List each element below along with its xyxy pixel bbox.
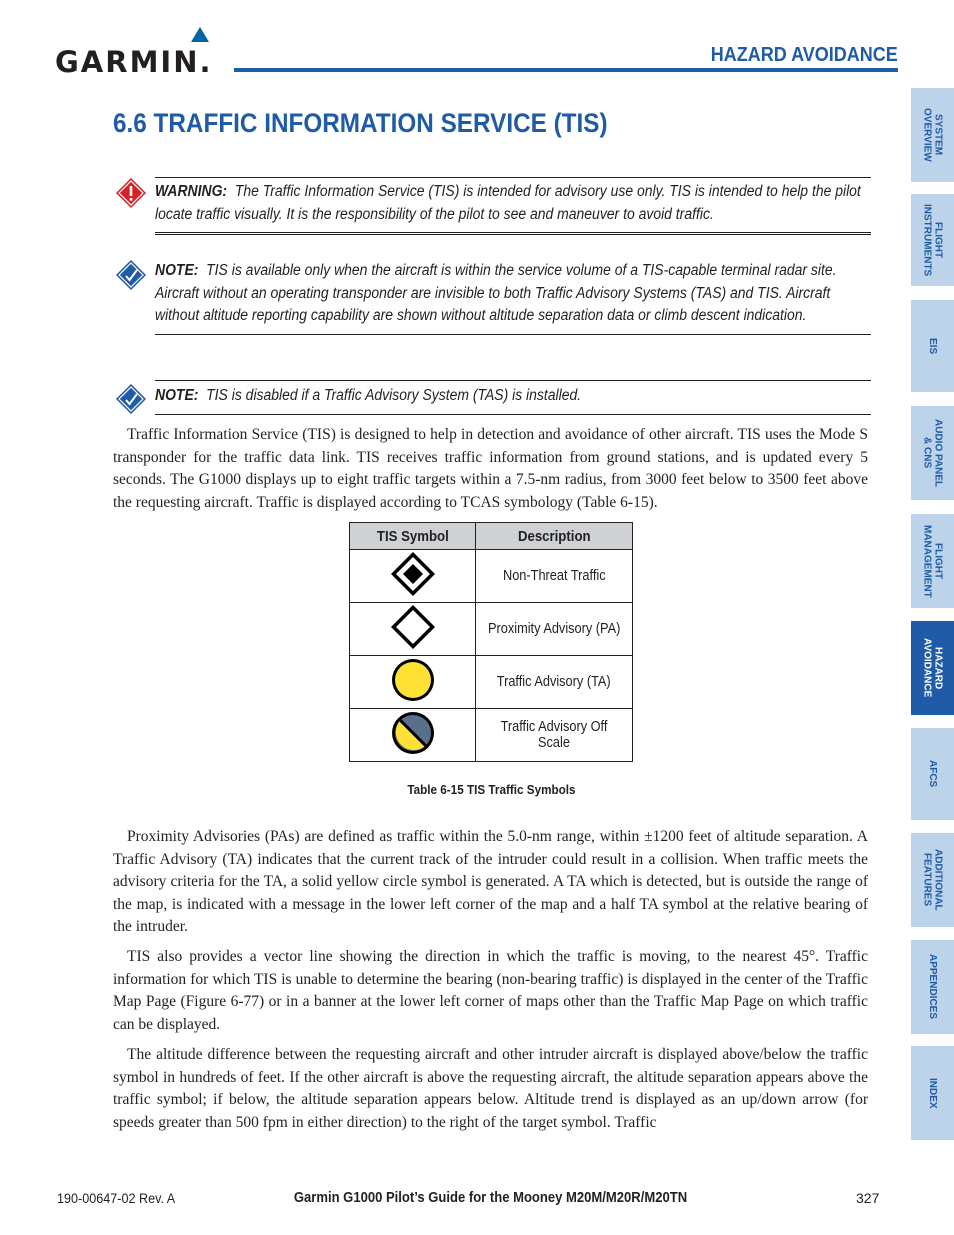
section-title: HAZARD AVOIDANCE xyxy=(710,44,898,66)
document-number: 190-00647-02 Rev. A xyxy=(57,1190,176,1206)
page-number: 327 xyxy=(856,1190,880,1206)
note-icon xyxy=(115,259,147,291)
note-text: TIS is disabled if a Traffic Advisory System (TAS) is installed. xyxy=(206,387,582,404)
symbol-description: Traffic Advisory Off Scale xyxy=(500,719,608,751)
proximity-advisory-icon xyxy=(389,603,437,651)
logo-text: GARMIN. xyxy=(55,45,213,79)
garmin-triangle-icon xyxy=(191,27,209,42)
body-paragraph: Traffic Information Service (TIS) is designed to help in detection and avoidance of other aircraft. TIS uses the Mode S transponder for the traffic data link. TIS receives traffic information from ground stations, and is updated every 5 seconds. The G1000 displays up to eight traffic targets within a 7.5-nm radius, from 3000 feet below to 3500 feet above the requesting aircraft. Traffic is displayed according to TCAS symbology (Table 6-15). xyxy=(113,426,868,511)
traffic-advisory-icon xyxy=(389,656,437,704)
warning-text: The Traffic Information Service (TIS) is intended for advisory use only. TIS is intended to help the pilot locate traffic visually. It is the responsibility of the pilot to see and maneuver to avoid traffic. xyxy=(155,183,861,223)
header-rule xyxy=(234,68,898,72)
note-label: NOTE: xyxy=(155,262,199,279)
tab-additional-features[interactable]: ADDITIONAL FEATURES xyxy=(911,833,954,927)
book-title: Garmin G1000 Pilot’s Guide for the Mooney M20M/M20R/M20TN xyxy=(293,1190,687,1206)
page-title: 6.6 TRAFFIC INFORMATION SERVICE (TIS) xyxy=(113,108,608,138)
note-icon xyxy=(115,383,147,415)
symbol-description: Proximity Advisory (PA) xyxy=(487,621,621,637)
note-label: NOTE: xyxy=(155,387,199,404)
table-header-row xyxy=(350,523,633,550)
table-row xyxy=(350,656,633,709)
non-threat-traffic-icon xyxy=(389,550,437,598)
tab-flight-management[interactable]: FLIGHT MANAGEMENT xyxy=(911,514,954,608)
tab-afcs[interactable]: AFCS xyxy=(911,728,954,820)
table-header: Description xyxy=(476,523,633,550)
tab-audio-panel-cns[interactable]: AUDIO PANEL & CNS xyxy=(911,406,954,500)
table-caption: Table 6-15 TIS Traffic Symbols xyxy=(406,782,576,797)
body-paragraph: TIS also provides a vector line showing the direction in which the traffic is moving, to the nearest 45°. Traffic information for which TIS is unable to determine the bearing (non-bearing traffic) is displayed in the center of the Traffic Map Page (Figure 6-77) or in a banner at the lower left corner of maps other than the Traffic Map Page on which traffic can be displayed. xyxy=(113,948,868,1033)
tab-index[interactable]: INDEX xyxy=(911,1046,954,1140)
warning-icon xyxy=(115,177,147,209)
garmin-logo xyxy=(55,27,220,77)
tab-hazard-avoidance[interactable]: HAZARD AVOIDANCE xyxy=(911,621,954,715)
tab-system-overview[interactable]: SYSTEM OVERVIEW xyxy=(911,88,954,182)
tab-flight-instruments[interactable]: FLIGHT INSTRUMENTS xyxy=(911,194,954,286)
warning-label: WARNING: xyxy=(155,183,228,200)
table-row xyxy=(350,709,633,762)
tab-appendices[interactable]: APPENDICES xyxy=(911,940,954,1034)
note-text: TIS is available only when the aircraft is within the service volume of a TIS-capable terminal radar site. Aircraft without an operating transponder are invisible to both Traffic Advisory Systems (TAS) and TIS. Aircraft without altitude reporting capability are shown without altitude separation data or climb descent indication. xyxy=(155,262,837,324)
symbol-description: Non-Threat Traffic xyxy=(502,568,606,584)
table-row xyxy=(350,603,633,656)
symbol-description: Traffic Advisory (TA) xyxy=(497,674,611,690)
note-box-1 xyxy=(155,234,871,335)
note-box-2 xyxy=(155,380,871,415)
body-paragraph: Proximity Advisories (PAs) are defined as traffic within the 5.0-nm range, within ±1200 feet of altitude separation. A Traffic Advisory (TA) indicates that the current track of the intruder could result in a collision. When traffic meets the advisory criteria for the TA, a solid yellow circle symbol is generated. A TA which is detected, but is outside the range of the map, is indicated with a message in the lower left corner of the map and a half TA symbol at the relative bearing of the intruder. xyxy=(113,828,868,935)
tab-eis[interactable]: EIS xyxy=(911,300,954,392)
traffic-advisory-off-scale-icon xyxy=(389,709,437,757)
table-row xyxy=(350,550,633,603)
body-paragraph: The altitude difference between the requesting aircraft and other intruder aircraft is displayed above/below the traffic symbol in hundreds of feet. If the other aircraft is above the requesting aircraft, the altitude separation appears above the traffic symbol; if below, the altitude separation appears below. Altitude trend is displayed as an up/down arrow (for speeds greater than 500 fpm in either direction) to the right of the target symbol. Traffic xyxy=(113,1046,868,1131)
table-header: TIS Symbol xyxy=(350,523,476,550)
warning-box xyxy=(155,177,871,233)
tis-symbols-table xyxy=(349,522,633,762)
